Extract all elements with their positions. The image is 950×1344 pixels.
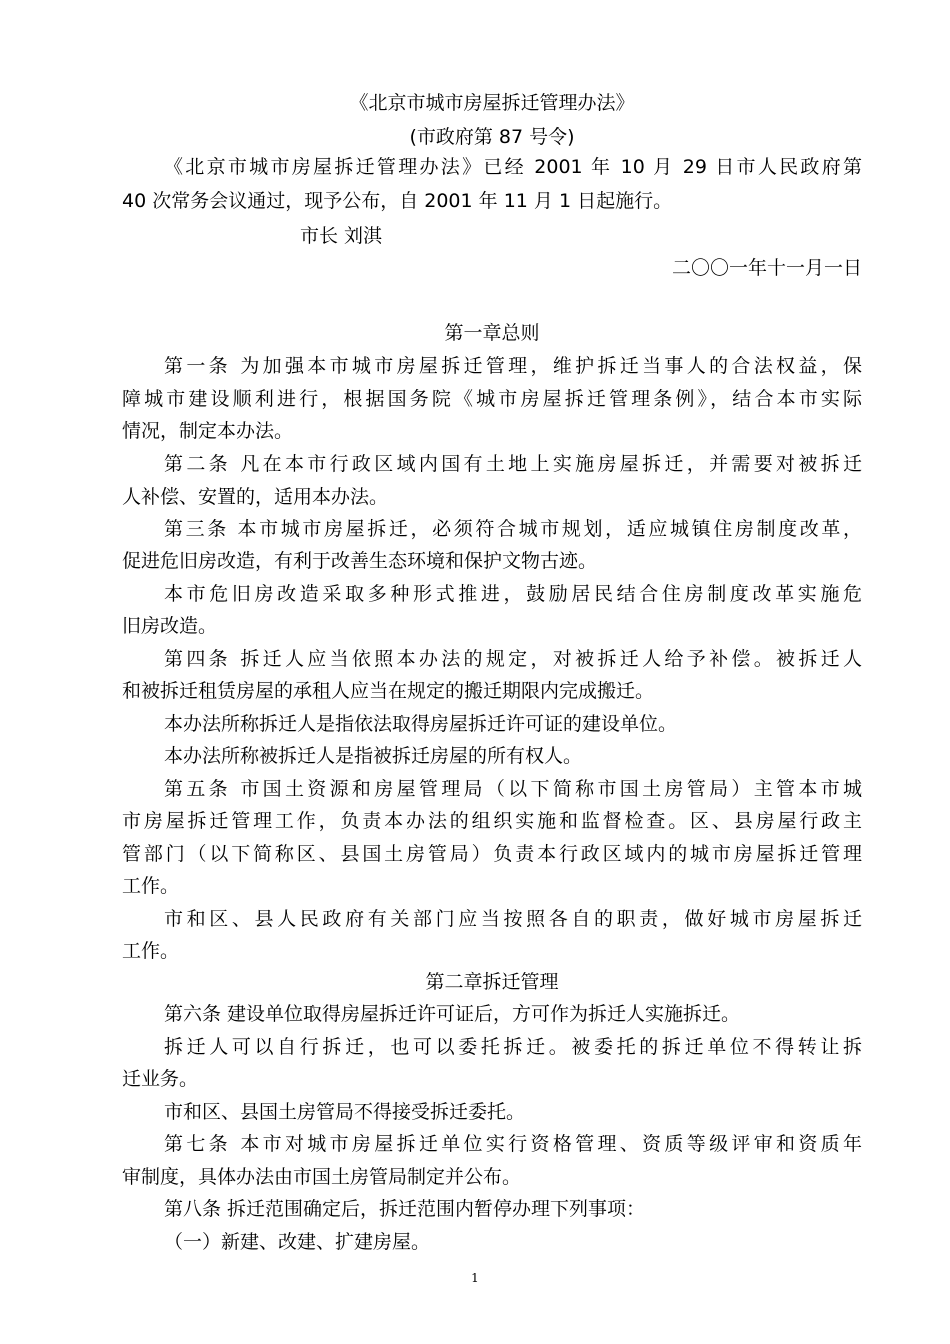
article-line: （一）新建、改建、扩建房屋。 (164, 1231, 431, 1253)
article-line: 市和区、县国土房管局不得接受拆迁委托。 (164, 1101, 526, 1123)
chapter-heading: 第二章拆迁管理 (425, 971, 559, 993)
article-line: 第八条 拆迁范围确定后，拆迁范围内暂停办理下列事项： (164, 1198, 646, 1220)
decree-number: (市政府第 87 号令) (409, 126, 575, 148)
article-line: 本办法所称拆迁人是指依法取得房屋拆迁许可证的建设单位。 (164, 713, 678, 735)
article-line: 人补偿、安置的，适用本办法。 (122, 486, 389, 508)
article-line: 市和区、县人民政府有关部门应当按照各自的职责，做好城市房屋拆迁 (164, 908, 862, 930)
article-line: 拆迁人可以自行拆迁，也可以委托拆迁。被委托的拆迁单位不得转让拆 (164, 1036, 862, 1058)
article-line: 审制度，具体办法由市国土房管局制定并公布。 (122, 1166, 522, 1188)
article-line: 工作。 (122, 875, 180, 897)
article-line: 第一条 为加强本市城市房屋拆迁管理，维护拆迁当事人的合法权益，保 (164, 355, 862, 377)
article-line: 第三条 本市城市房屋拆迁，必须符合城市规划，适应城镇住房制度改革， (164, 518, 862, 540)
decree-date: 二〇〇一年十一月一日 (671, 257, 862, 279)
article-line: 情况，制定本办法。 (122, 420, 294, 442)
article-line: 第五条 市国土资源和房屋管理局（以下简称市国土房管局）主管本市城 (164, 778, 862, 800)
article-line: 第四条 拆迁人应当依照本办法的规定，对被拆迁人给予补偿。被拆迁人 (164, 648, 862, 670)
article-line: 第二条 凡在本市行政区域内国有土地上实施房屋拆迁，并需要对被拆迁 (164, 453, 862, 475)
article-line: 和被拆迁租赁房屋的承租人应当在规定的搬迁期限内完成搬迁。 (122, 680, 655, 702)
article-line: 障城市建设顺利进行，根据国务院《城市房屋拆迁管理条例》，结合本市实际 (122, 388, 862, 410)
chapter-heading: 第一章总则 (444, 322, 540, 344)
announcement-line: 40 次常务会议通过，现予公布，自 2001 年 11 月 1 日起施行。 (122, 190, 673, 212)
article-line: 迁业务。 (122, 1068, 199, 1090)
article-line: 市房屋拆迁管理工作，负责本办法的组织实施和监督检查。区、县房屋行政主 (122, 810, 862, 832)
signer: 市长 刘淇 (300, 225, 383, 247)
article-line: 管部门（以下简称区、县国土房管局）负责本行政区域内的城市房屋拆迁管理 (122, 843, 862, 865)
article-line: 第七条 本市对城市房屋拆迁单位实行资格管理、资质等级评审和资质年 (164, 1133, 862, 1155)
document-title: 《北京市城市房屋拆迁管理办法》 (349, 92, 635, 114)
page-number: 1 (471, 1271, 479, 1285)
article-line: 本市危旧房改造采取多种形式推进，鼓励居民结合住房制度改革实施危 (164, 583, 862, 605)
article-line: 第六条 建设单位取得房屋拆迁许可证后，方可作为拆迁人实施拆迁。 (164, 1003, 741, 1025)
article-line: 旧房改造。 (122, 615, 218, 637)
article-line: 促进危旧房改造，有利于改善生态环境和保护文物古迹。 (122, 550, 598, 572)
announcement-line: 《北京市城市房屋拆迁管理办法》已经 2001 年 10 月 29 日市人民政府第 (164, 156, 862, 178)
article-line: 工作。 (122, 940, 180, 962)
article-line: 本办法所称被拆迁人是指被拆迁房屋的所有权人。 (164, 745, 583, 767)
